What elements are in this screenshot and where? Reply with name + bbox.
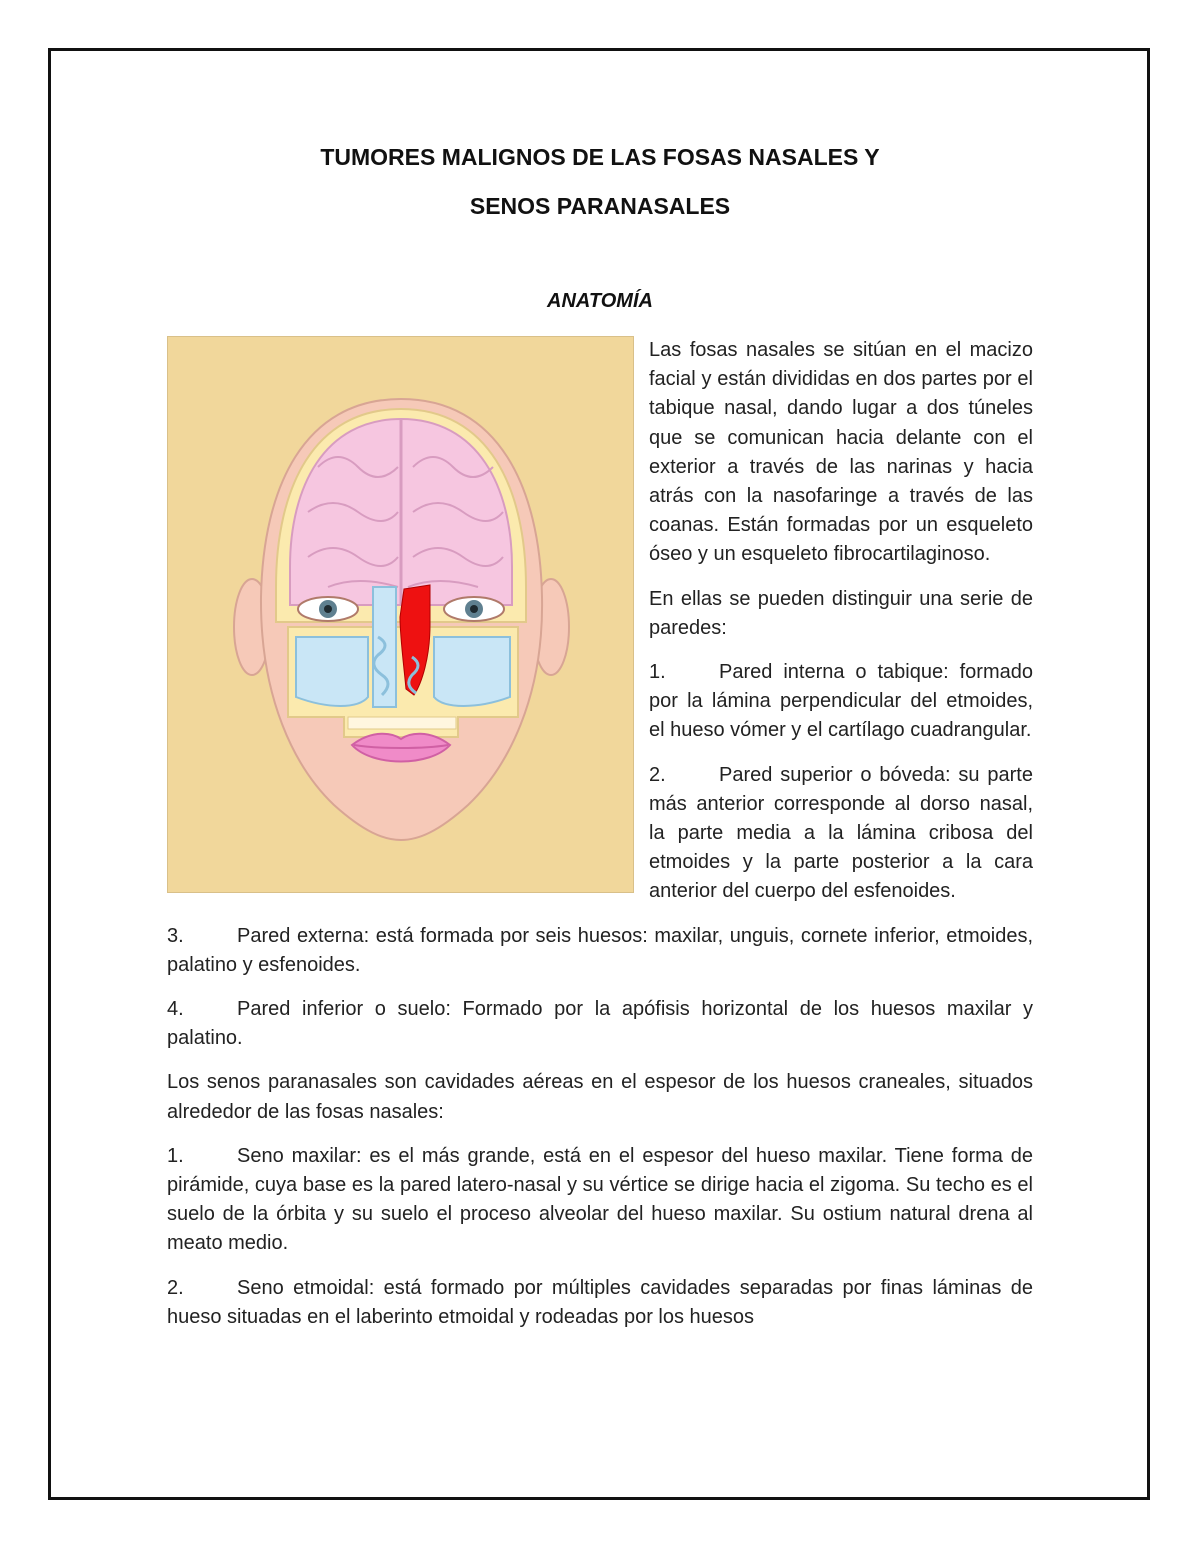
wall-text: Pared interna o tabique: formado por la lámina perpendicular del etmoides, el hueso vómer y el cartílago cuadrangular.: [649, 661, 1033, 742]
wall-number: 3.: [167, 924, 184, 947]
right-maxillary-sinus: [434, 637, 510, 706]
wall-number: 2.: [649, 763, 666, 786]
sinus-text: Seno maxilar: es el más grande, está en el espesor del hueso maxilar. Tiene forma de pirámide, cuya base es la pared latero-nasal y su vértice se dirige hacia el zigoma. Su techo es el suelo de la órbita y su suelo el proceso alveolar del hueso maxilar. Su ostium natural drena al meato medio.: [167, 1144, 1033, 1255]
wall-number: 4.: [167, 998, 184, 1021]
paragraph-intro: Las fosas nasales se sitúan en el macizo facial y están divididas en dos partes por el tabique nasal, dando lugar a dos túneles que se comunican hacia delante con el exterior a través de las narinas y hacia atrás con la nasofaringe a través de las coanas. Están formadas por un esqueleto óseo y un esqueleto fibrocartilaginoso.: [649, 339, 1033, 566]
section-heading: ANATOMÍA: [547, 290, 653, 312]
face-sinus-diagram: [168, 337, 635, 894]
sinus-item-2: [167, 1274, 1033, 1332]
wall-item-3: [167, 922, 1033, 980]
anatomy-illustration: [167, 336, 634, 893]
sinus-number: 2.: [167, 1276, 184, 1299]
document-body: [167, 336, 1033, 1347]
sinus-text: Seno etmoidal: está formado por múltiples cavidades separadas por finas láminas de hueso situadas en el laberinto etmoidal y rodeadas por los huesos: [167, 1276, 1033, 1328]
palate: [348, 717, 456, 729]
wall-text: Pared externa: está formada por seis huesos: maxilar, unguis, cornete inferior, etmoides, palatino y esfenoides.: [167, 924, 1033, 976]
left-maxillary-sinus: [296, 637, 368, 706]
paragraph-sinus-intro: Los senos paranasales son cavidades aéreas en el espesor de los huesos craneales, situados alrededor de las fosas nasales:: [167, 1071, 1033, 1123]
right-pupil: [470, 605, 478, 613]
left-pupil: [324, 605, 332, 613]
wall-text: Pared superior o bóveda: su parte más anterior corresponde al dorso nasal, la parte media a la lámina cribosa del etmoides y la parte posterior a la cara anterior del cuerpo del esfenoides.: [649, 763, 1033, 903]
sinus-number: 1.: [167, 1144, 184, 1167]
document-title-line2: SENOS PARANASALES: [469, 193, 731, 219]
sinus-item-1: [167, 1142, 1033, 1259]
wall-number: 1.: [649, 661, 666, 684]
wall-item-4: [167, 995, 1033, 1053]
document-title-line1: TUMORES MALIGNOS DE LAS FOSAS NASALES Y: [320, 144, 880, 170]
wall-text: Pared inferior o suelo: Formado por la apófisis horizontal de los huesos maxilar y palatino.: [167, 998, 1033, 1050]
paragraph-walls-intro: En ellas se pueden distinguir una serie de paredes:: [649, 587, 1033, 639]
